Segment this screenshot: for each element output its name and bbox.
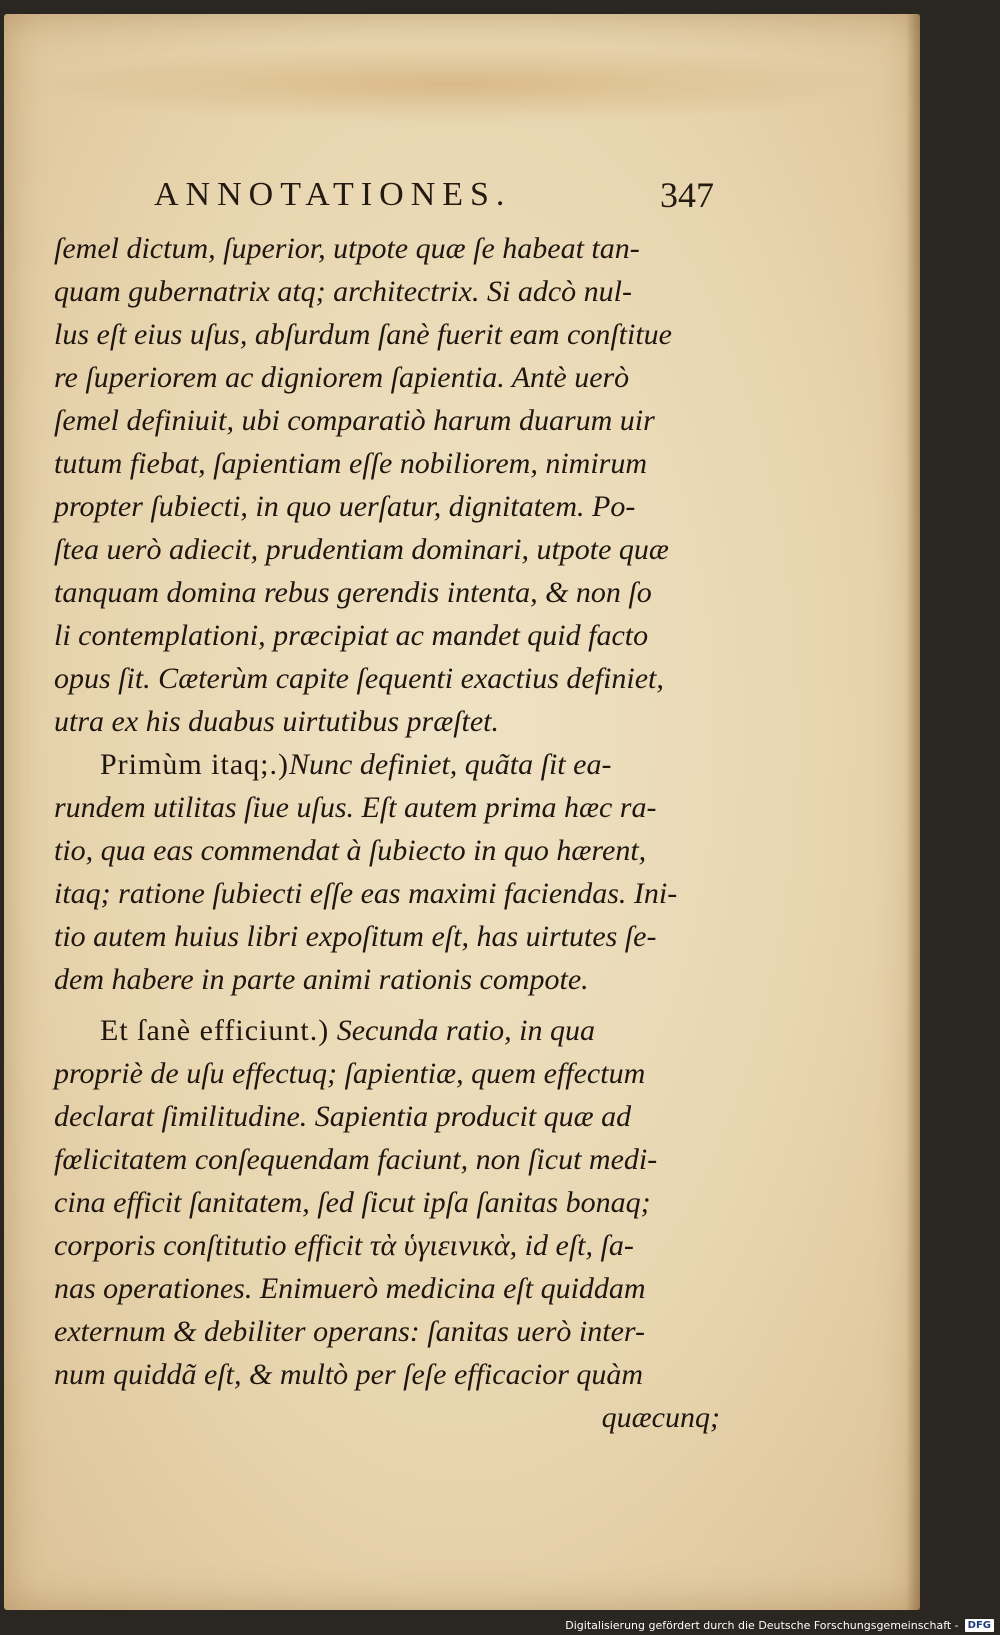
text-line-22: fœlicitatem conſequendam faciunt, non ſicut medi- — [54, 1143, 658, 1176]
text-line-25: nas operationes. Enimuerò medicina eſt quiddam — [54, 1272, 646, 1305]
page-edge-shadow — [906, 14, 920, 1610]
text-line-26: externum & debiliter operans: ſanitas uerò inter- — [54, 1315, 645, 1348]
text-line-20: propriè de uſu effectuq; ſapientiæ, quem effectum — [54, 1057, 646, 1090]
running-title: ANNOTATIONES. — [154, 176, 512, 213]
text-line-6: tutum fiebat, ſapientiam eſſe nobiliorem, nimirum — [54, 447, 647, 480]
text-line-18: dem habere in parte animi rationis compote. — [54, 963, 589, 996]
book-page — [4, 14, 920, 1610]
text-line-27: num quiddã eſt, & multò per ſeſe efficacior quàm — [54, 1358, 644, 1391]
text-line-19: Et ſanè efficiunt.) Secunda ratio, in qua — [100, 1014, 596, 1047]
text-line-5: ſemel definiuit, ubi comparatiò harum duarum uir — [54, 404, 655, 437]
page-number: 347 — [660, 175, 714, 215]
text-line-23: cina efficit ſanitatem, ſed ſicut ipſa ſanitas bonaq; — [54, 1186, 651, 1219]
text-line-1: ſemel dictum, ſuperior, utpote quæ ſe habeat tan- — [54, 232, 640, 265]
text-line-3: lus eſt eius uſus, abſurdum ſanè fuerit eam conſtitue — [54, 318, 672, 351]
text-line-8: ſtea uerò adiecit, prudentiam dominari, utpote quæ — [54, 533, 669, 566]
text-line-17: tio autem huius libri expoſitum eſt, has uirtutes ſe- — [54, 920, 657, 953]
text-line-15: tio, qua eas commendat à ſubiecto in quo hærent, — [54, 834, 647, 867]
text-line-14: rundem utilitas ſiue uſus. Eſt autem prima hæc ra- — [54, 791, 657, 824]
text-line-12: utra ex his duabus uirtutibus præſtet. — [54, 705, 500, 738]
dfg-logo: DFG — [965, 1619, 994, 1632]
text-line-7: propter ſubiecti, in quo uerſatur, dignitatem. Po- — [54, 490, 636, 523]
text-line-9: tanquam domina rebus gerendis intenta, & non ſo — [54, 576, 652, 609]
text-line-21: declarat ſimilitudine. Sapientia producit quæ ad — [54, 1100, 632, 1133]
page-header — [154, 176, 714, 226]
credit-text: Digitalisierung gefördert durch die Deutsche Forschungsgemeinschaft - — [565, 1619, 959, 1632]
body-text — [54, 227, 724, 1439]
lemma-et-sane: Et ſanè efficiunt.) — [100, 1014, 330, 1047]
paragraph-gap — [54, 1001, 724, 1009]
digitization-credit — [565, 1619, 994, 1632]
text-line-24: corporis conſtitutio efficit τὰ ὑγιεινικὰ, id eſt, ſa- — [54, 1229, 634, 1262]
lemma-primum: Primùm itaq;.) — [100, 748, 289, 781]
text-line-11: opus ſit. Cæterùm capite ſequenti exactius definiet, — [54, 662, 664, 695]
catchword: quæcunq; — [601, 1401, 720, 1434]
text-line-10: li contemplationi, præcipiat ac mandet quid facto — [54, 619, 649, 652]
text-line-16: itaq; ratione ſubiecti eſſe eas maximi faciendas. Ini- — [54, 877, 678, 910]
text-line-4: re ſuperiorem ac digniorem ſapientia. Antè uerò — [54, 361, 630, 394]
page-stain — [24, 44, 884, 124]
text-line-2: quam gubernatrix atq; architectrix. Si adcò nul- — [54, 275, 632, 308]
text-line-13: Primùm itaq;.)Nunc definiet, quãta ſit ea- — [100, 748, 612, 781]
